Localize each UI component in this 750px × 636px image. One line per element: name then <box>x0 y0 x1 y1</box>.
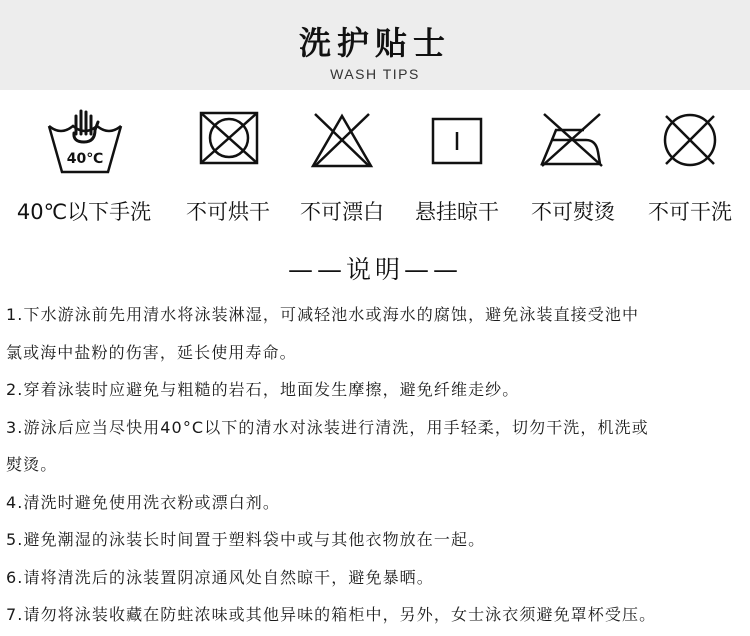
care-label-hang-dry: 悬挂晾干 <box>415 200 499 224</box>
care-label-no-bleach: 不可漂白 <box>300 200 384 224</box>
no-iron-icon <box>538 108 606 170</box>
no-tumble-dry-icon <box>196 108 262 168</box>
note-line: 1.下水游泳前先用清水将泳装淋湿，可减轻池水或海水的腐蚀，避免泳装直接受池中 <box>6 305 640 324</box>
note-line: 2.穿着泳装时应避免与粗糙的岩石，地面发生摩擦，避免纤维走纱。 <box>6 380 520 399</box>
no-dry-clean-icon <box>658 108 722 170</box>
note-line: 5.避免潮湿的泳装长时间置于塑料袋中或与其他衣物放在一起。 <box>6 530 486 549</box>
note-line: 6.请将清洗后的泳装置阴凉通风处自然晾干，避免暴晒。 <box>6 567 434 587</box>
care-label-no-tumble-dry: 不可烘干 <box>186 200 270 224</box>
care-label-hand-wash: 40℃以下手洗 <box>16 200 152 224</box>
note-line: 熨烫。 <box>6 455 58 474</box>
section-title: ——说明—— <box>287 255 462 284</box>
note-line: 氯或海中盐粉的伤害，延长使用寿命。 <box>6 342 297 362</box>
tub-temperature-text: 40℃ <box>66 151 104 167</box>
care-label-no-dry-clean: 不可干洗 <box>648 200 732 224</box>
care-icons-row <box>0 108 750 178</box>
note-line: 4.清洗时避免使用洗衣粉或漂白剂。 <box>6 492 280 512</box>
hand-wash-tub-icon <box>46 108 124 178</box>
note-line: 7.请勿将泳装收藏在防蛀浓味或其他异味的箱柜中，另外，女士泳衣须避免罩杯受压。 <box>6 605 657 624</box>
care-label-no-iron: 不可熨烫 <box>531 200 615 224</box>
hang-dry-icon <box>430 108 486 168</box>
page-subtitle: WASH TIPS <box>330 66 420 82</box>
page-title: 洗护贴士 <box>298 24 451 62</box>
care-notes <box>6 296 746 634</box>
header-banner <box>0 0 750 90</box>
no-bleach-icon <box>309 108 375 170</box>
note-line: 3.游泳后应当尽快用40°C以下的清水对泳装进行清洗，用手轻柔，切勿干洗，机洗或 <box>6 417 649 437</box>
